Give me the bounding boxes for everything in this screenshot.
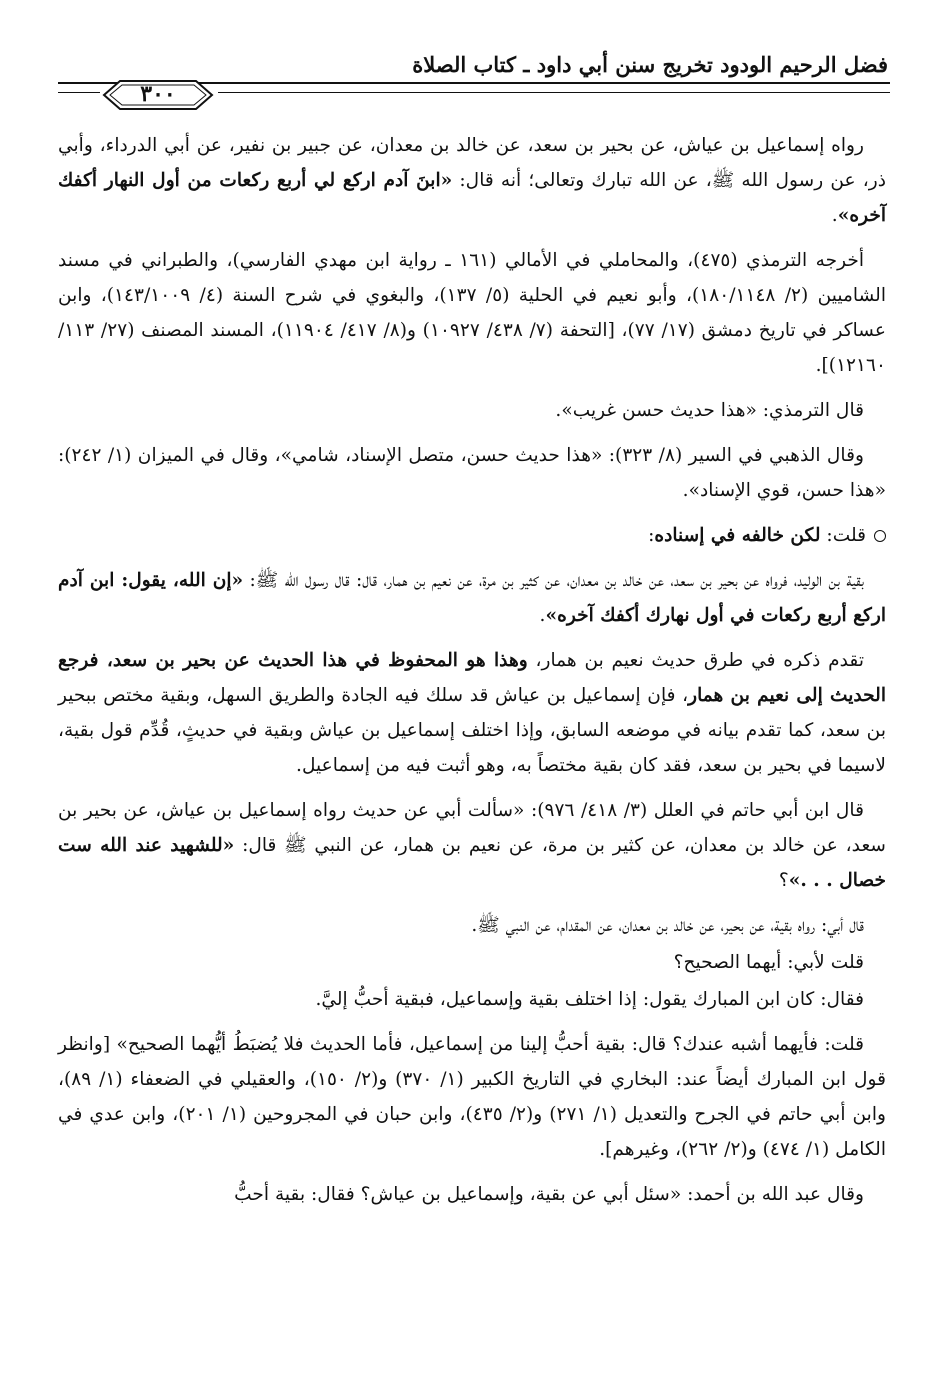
text-run: وقال الذهبي في السير (٨/ ٣٢٣): «هذا حديث حسن، متصل الإسناد، شامي»، وقال في الميزان (١/ ٢٤٢): «هذا حسن، قوي الإسناد». xyxy=(58,445,886,501)
paragraph-p10 xyxy=(58,945,886,980)
text-run: قلت: فأيهما أشبه عندك؟ قال: بقية أحبُّ إلينا من إسماعيل، فأما الحديث فلا يُضبَطُ أيُّهما الصحيح» [وانظر قول ابن المبارك أيضاً عند: البخاري في التاريخ الكبير (١/ ٣٧٠) و(٢/ ١٥٠)، والعقيلي في الضعفاء (١/ ٨٩)، وابن أبي حاتم في الجرح والتعديل (١/ ٢٧١) و(٢/ ٤٣٥)، وابن حبان في المجروحين (١/ ٢٠١)، وابن عدي في الكامل (١/ ٤٧٤) و(٢/ ٢٦٢)، وغيرهم]. xyxy=(58,1034,886,1160)
page-number: ٣٠٠ xyxy=(140,81,176,107)
text-run: وقال عبد الله بن أحمد: «سئل أبي عن بقية، وإسماعيل بن عياش؟ فقال: بقية أحبُّ xyxy=(234,1184,864,1205)
paragraph-p11 xyxy=(58,982,886,1017)
paragraph-p2 xyxy=(58,243,886,383)
text-run: قلت xyxy=(832,525,866,546)
paragraph-p9 xyxy=(58,908,886,943)
paragraph-p3 xyxy=(58,393,886,428)
text-run: فقال: كان ابن المبارك يقول: إذا اختلف بقية وإسماعيل، فبقية أحبُّ إليَّ. xyxy=(315,989,864,1010)
text-run: ، فإن إسماعيل بن عياش قد سلك فيه الجادة والطريق السهل، وبقية مختص ببحير بن سعد، كما تقدم بيانه في موضعه السابق، وإذا اختلف إسماعيل بن عياش وبقية في حديثٍ، قُدِّم قول بقية، لاسيما في بحير بن سعد، فقد كان بقية مختصاً به، وهو أثبت فيه من إسماعيل. xyxy=(58,685,886,776)
text-run: رواه إسماعيل بن عياش، عن بحير بن سعد، عن خالد بن معدان، عن جبير بن نفير، عن أبي الدرداء، وأبي ذر، عن رسول الله ﷺ، عن الله تبارك وتعالى؛ أنه قال: xyxy=(58,135,886,191)
text-run: قال الترمذي: «هذا حديث حسن غريب». xyxy=(555,400,864,421)
bold-text: لكن خالفه في إسناده xyxy=(654,525,821,546)
text-run: بقية بن الوليد، فرواه عن بحير بن سعد، عن خالد بن معدان، عن كثير بن مرة، عن نعيم بن همار، قال: قال رسول الله ﷺ: xyxy=(243,570,864,591)
page-number-ornament xyxy=(102,78,214,112)
bold-text: «إن الله، يقول: ابن آدم اركع أربع ركعات في أول نهارك أكفك آخره» xyxy=(58,570,886,626)
text-run: . xyxy=(539,605,546,626)
text-run: : xyxy=(648,525,655,546)
text-run: . xyxy=(831,205,838,226)
page-header xyxy=(58,52,890,107)
text-run: أخرجه الترمذي (٤٧٥)، والمحاملي في الأمالي (١٦١ ـ رواية ابن مهدي الفارسي)، والطبراني في مسند الشاميين (٢/ ١٨٠/١١٤٨)، وأبو نعيم في الحلية (٥/ ١٣٧)، والبغوي في شرح السنة (٤/ ١٤٣/١٠٠٩)، وابن عساكر في تاريخ دمشق (١٧/ ٧٧)، [التحفة (٧/ ٤٣٨/ ١٠٩٢٧) و(٨/ ٤١٧/ ١١٩٠٤)، المسند المصنف (٢٧/ ١١٣/ ١٢١٦٠)]. xyxy=(58,250,886,376)
paragraph-p12 xyxy=(58,1027,886,1167)
paragraph-p8 xyxy=(58,793,886,898)
bold-text: «ابنَ آدم اركع لي أربع ركعات من أول النهار أكفك آخره» xyxy=(58,170,886,226)
text-run: قال ابن أبي حاتم في العلل (٣/ ٤١٨/ ٩٧٦): «سألت أبي عن حديث رواه إسماعيل بن عياش، عن بحير بن سعد، عن خالد بن معدان، عن كثير بن مرة، عن نعيم بن همار، عن النبي ﷺ قال: xyxy=(58,800,886,856)
paragraph-p6 xyxy=(58,563,886,633)
circle-bullet-icon xyxy=(874,530,886,542)
header-rule-right xyxy=(218,92,890,93)
paragraph-p13 xyxy=(58,1177,886,1212)
header-rule-left xyxy=(58,92,100,93)
bold-text: وهذا هو المحفوظ في هذا الحديث عن بحير بن سعد، فرجع الحديث إلى نعيم بن همار xyxy=(58,650,886,706)
text-run: ؟ xyxy=(778,870,789,891)
running-title: فضل الرحيم الودود تخريج سنن أبي داود ـ كتاب الصلاة xyxy=(412,52,888,77)
paragraph-p1 xyxy=(58,128,886,233)
bold-text: «للشهيد عند الله ست خصال . . .» xyxy=(58,835,886,891)
text-run: : xyxy=(820,525,833,546)
text-run: قلت لأبي: أيهما الصحيح؟ xyxy=(673,952,864,973)
text-run: قال أبي: رواه بقية، عن بحير، عن خالد بن معدان، عن المقدام، عن النبي ﷺ. xyxy=(471,915,864,936)
text-run: تقدم ذكره في طرق حديث نعيم بن همار، xyxy=(527,650,864,671)
paragraph-p4 xyxy=(58,438,886,508)
paragraph-p5 xyxy=(58,518,886,553)
page-body xyxy=(58,128,886,1222)
paragraph-p7 xyxy=(58,643,886,783)
